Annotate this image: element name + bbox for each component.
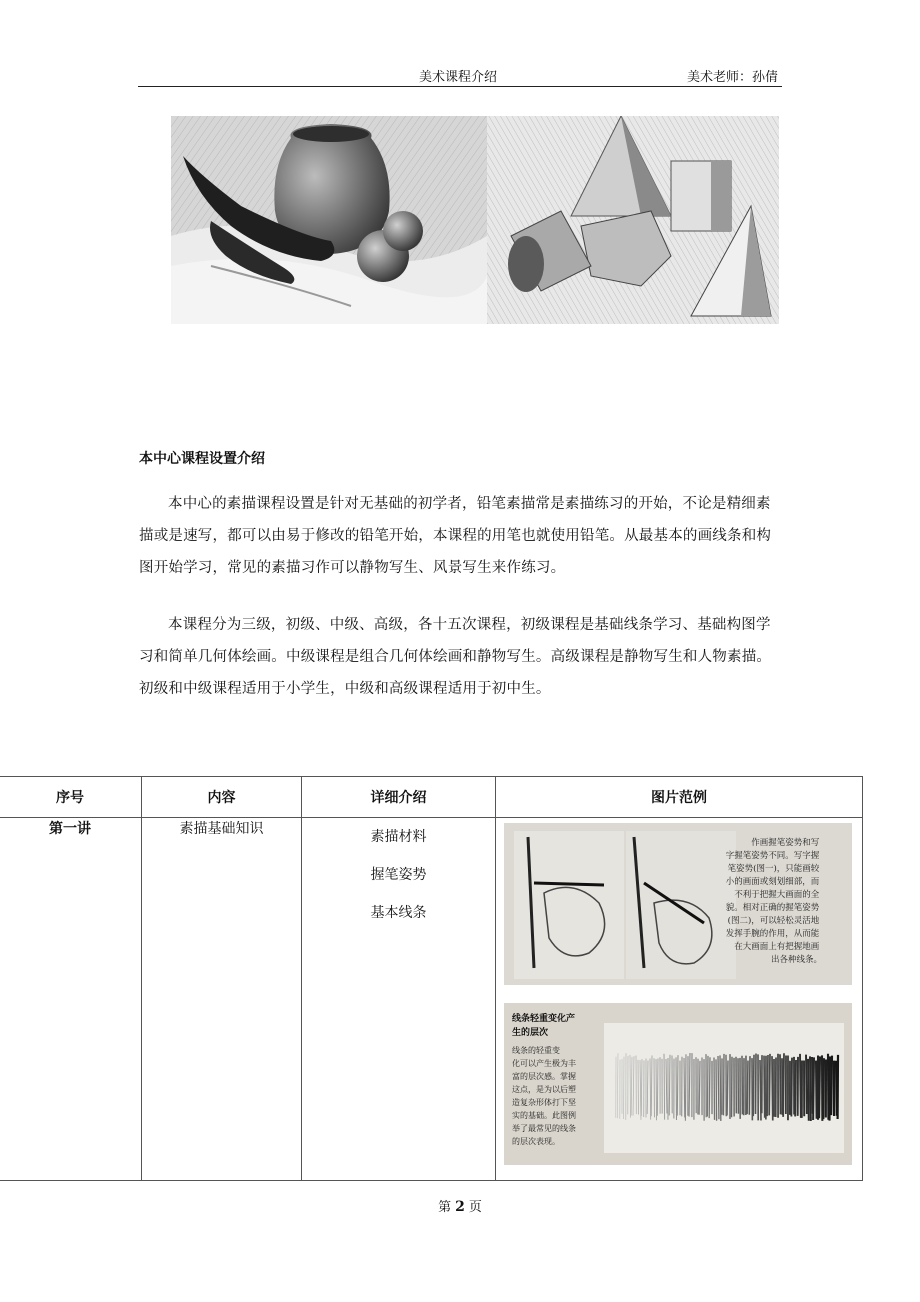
detail-item: 握笔姿势 xyxy=(370,867,427,883)
header-teacher: 美术老师：孙倩 xyxy=(686,70,778,85)
layering-caption: 线条的轻重变 化可以产生极为丰 富的层次感。掌握 这点，是为以后塑 造复杂形体打下坚 实的基础。此图例 举了最常见的线条 的层次表现。 xyxy=(512,1046,576,1146)
intro-paragraph-2: 本课程分为三级，初级、中级、高级，各十五次课程，初级课程是基础线条学习、基础构图学习和简单几何体绘画。中级课程是组合几何体绘画和静物写生。高级课程是静物写生和人物素描。初级和中级课程适用于小学生，中级和高级课程适用于初中生。 xyxy=(139,617,772,697)
intro-paragraph-1: 本中心的素描课程设置是针对无基础的初学者，铅笔素描常是素描练习的开始，不论是精细素描或是速写，都可以由易于修改的铅笔开始，本课程的用笔也就使用铅笔。从最基本的画线条和构图开始学习，常见的素描习作可以静物写生、风景写生来作练习。 xyxy=(139,496,772,576)
course-table xyxy=(0,776,863,1181)
layering-title: 线条轻重变化产 生的层次 xyxy=(512,1014,576,1038)
header-details: 详细介绍 xyxy=(302,777,496,818)
lesson-content: 素描基础知识 xyxy=(142,818,302,1181)
table-row xyxy=(0,818,863,1181)
sketch-banner-image xyxy=(171,116,779,324)
page-number: 2 xyxy=(455,1199,465,1215)
lesson-images xyxy=(496,818,863,1181)
page-header xyxy=(138,62,782,87)
header-images: 图片范例 xyxy=(496,777,863,818)
footer-suffix: 页 xyxy=(468,1200,482,1215)
pencil-grip-example-image xyxy=(504,823,852,985)
header-content: 内容 xyxy=(142,777,302,818)
detail-item: 素描材料 xyxy=(370,829,427,845)
detail-item: 基本线条 xyxy=(370,905,427,921)
page-footer xyxy=(0,1196,920,1215)
section-title: 本中心课程设置介绍 xyxy=(139,451,265,467)
lesson-details xyxy=(302,818,496,1181)
geometric-sketch xyxy=(487,116,779,324)
footer-prefix: 第 xyxy=(438,1200,452,1215)
line-layering-example-image xyxy=(504,1003,852,1165)
grip-caption: 作画握笔姿势和写 字握笔姿势不同。写字握 笔姿势(图一)，只能画较 小的画面或刻划细部，而 不利于把握大画面的全 貌。相对正确的握笔姿势 (图二)，可以轻松灵活地 发挥手腕的作用，从而能 在大画面上有把握地画 出各种线条。 xyxy=(725,838,822,965)
header-number: 序号 xyxy=(0,777,142,818)
still-life-sketch xyxy=(171,116,487,324)
table-header-row xyxy=(0,777,863,818)
lesson-number: 第一讲 xyxy=(0,818,142,1181)
header-title: 美术课程介绍 xyxy=(419,70,498,85)
